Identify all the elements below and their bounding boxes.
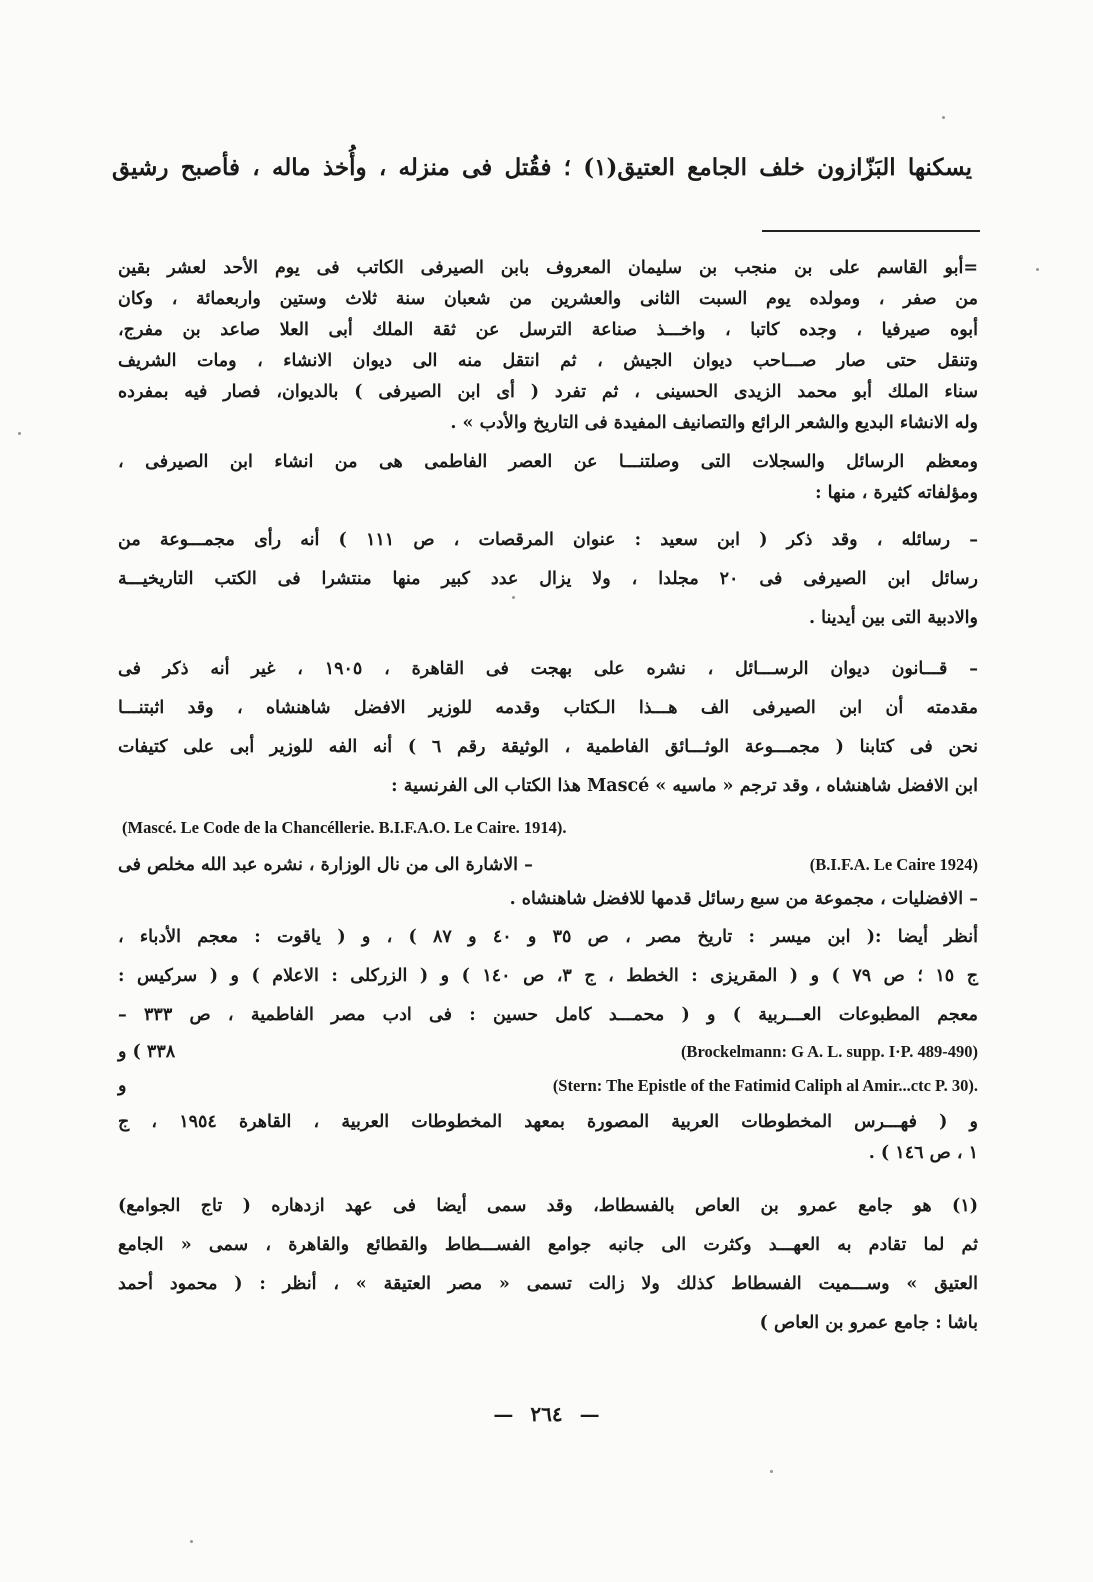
main-text-line: يسكنها البَزّازون خلف الجامع العتيق(١) ؛ فقُتل فى منزله ، وأُخذ ماله ، فأصبح رشيق (112, 154, 972, 181)
brockelmann-line (118, 1035, 978, 1069)
references-paragraph (118, 918, 978, 1035)
fihris-paragraph (118, 1107, 978, 1169)
text-line: أبوه صيرفيا ، وجده كاتبا ، واخـــذ صناعة الترسل عن ثقة الملك أبى العلا صاعد بن مفرج، (118, 320, 978, 340)
text-line: وله الانشاء البديع والشعر الرائع والتصانيف المفيدة فى التاريخ والأدب » . (450, 413, 978, 433)
text-line: وتنقل حتى صار صـــاحب ديوان الجيش ، ثم انتقل منه الى ديوان الانشاء ، ومات الشريف (118, 351, 978, 371)
scan-speck (512, 596, 515, 599)
scan-speck (18, 432, 21, 435)
text-line: ومعظم الرسائل والسجلات التى وصلتنـــا عن العصر الفاطمى هى من انشاء ابن الصيرفى ، (118, 452, 978, 472)
ishara-text: – الاشارة الى من نال الوزارة ، نشره عبد الله مخلص فى (118, 855, 533, 875)
page-number-dash: — (493, 1402, 514, 1426)
text-line: أنظر أيضا :( ابن ميسر : تاريخ مصر ، ص ٣٥ و ٤٠ و ٨٧ ) ، و ( ياقوت : معجم الأدباء ، (118, 927, 979, 947)
page-number (0, 1402, 1093, 1426)
afdaliyyat-line: – الافضليات ، مجموعة من سبع رسائل قدمها للافضل شاهنشاه . (509, 889, 978, 909)
text-line: – رسائله ، وقد ذكر ( ابن سعيد : عنوان المرقصات ، ص ١١١ ) أنه رأى مجمـــوعة من (118, 530, 978, 550)
masce-reference: (Mascé. Le Code de la Chancéllerie. B.I.F.A.O. Le Caire. 1914). (122, 818, 567, 837)
rasail-paragraph (118, 521, 978, 638)
stern-text: و (118, 1076, 127, 1096)
ishara-line (118, 848, 978, 882)
page-number-value: ٢٦٤ (530, 1402, 563, 1426)
footnotes (118, 253, 978, 1343)
text-line: ومؤلفاته كثيرة ، منها : (815, 483, 978, 503)
text-line: (١) هو جامع عمرو بن العاص بالفسطاط، وقد سمى أيضا فى عهد ازدهاره ( تاج الجوامع) (118, 1196, 978, 1216)
ishara-latin: (B.I.F.A. Le Caire 1924) (809, 855, 978, 874)
footnote-1 (118, 1187, 978, 1343)
text-line: من صفر ، ومولده يوم السبت الثانى والعشرين من شعبان سنة ثلاث وستين واربعمائة ، وكان (118, 289, 978, 309)
scan-speck (190, 1540, 193, 1543)
text-line: رسائل ابن الصيرفى فى ٢٠ مجلدا ، ولا يزال عدد كبير منها منتشرا فى الكتب التاريخيـــة (118, 569, 978, 589)
text-line: ثم لما تقادم به العهـــد وكثرت الى جانبه جوامع الفســـطاط والقطائع والقاهرة ، سمى « الجامع (118, 1235, 978, 1255)
text-line: – قـــانون ديوان الرســـائل ، نشره على بهجت فى القاهرة ، ١٩٠٥ ، غير أنه ذكر فى (118, 659, 978, 679)
text-line: ابن الافضل شاهنشاه ، وقد ترجم « ماسيه » Mascé هذا الكتاب الى الفرنسية : (391, 776, 978, 796)
text-line: مقدمته أن ابن الصيرفى الف هـــذا الـكتاب وقدمه للوزير الافضل شاهنشاه ، وقد اثبتنـــا (118, 698, 978, 718)
text-line: العتيق » وســـميت الفسطاط كذلك ولا زالت تسمى « مصر العتيقة » ، أنظر : ( محمود أحمد (118, 1274, 978, 1294)
brockelmann-text: ٣٣٨ ) و (118, 1042, 176, 1062)
footnote-separator (762, 230, 980, 232)
text-line: و ( فهـــرس المخطوطات العربية المصورة بمعهد المخطوطات العربية ، القاهرة ١٩٥٤ ، ج (118, 1112, 978, 1132)
text-line: معجم المطبوعات العـــربية ) و ( محمـــد كامل حسين : فى ادب مصر الفاطمية ، ص ٣٣٣ – (118, 1005, 978, 1025)
text-line: باشا : جامع عمرو بن العاص ) (759, 1313, 978, 1333)
scan-speck (770, 1470, 773, 1473)
brockelmann-latin: (Brockelmann: G A. L. supp. I·P. 489-490) (680, 1042, 978, 1061)
intro-paragraph (118, 447, 978, 509)
footnote-continuation (118, 253, 978, 439)
text-line: ١ ، ص ١٤٦ ) . (868, 1143, 978, 1163)
scan-speck (1036, 268, 1039, 271)
stern-latin: (Stern: The Epistle of the Fatimid Caliph al Amir...ctc P. 30). (552, 1076, 978, 1095)
text-line: ج ١٥ ؛ ص ٧٩ ) و ( المقريزى : الخطط ، ج ٣، ص ١٤٠ ) و ( الزركلى : الاعلام ) و ( سركيس : (118, 966, 979, 986)
text-line: نحن فى كتابنا ( مجمـــوعة الوثـــائق الفاطمية ، الوثيقة رقم ٦ ) أنه الفه للوزير أبى على كتيفات (118, 737, 978, 757)
text-line: سناء الملك أبو محمد الزيدى الحسينى ، ثم تفرد ( أى ابن الصيرفى ) بالديوان، فصار فيه بمفرده (118, 382, 978, 402)
text-line: والادبية التى بين أيدينا . (808, 608, 978, 628)
stern-line (118, 1069, 978, 1103)
qanun-paragraph (118, 650, 978, 806)
text-line: =أبو القاسم على بن منجب بن سليمان المعروف بابن الصيرفى الكاتب فى يوم الأحد لعشر بقين (118, 258, 978, 278)
page-number-dash: — (579, 1402, 600, 1426)
scan-speck (942, 116, 945, 119)
